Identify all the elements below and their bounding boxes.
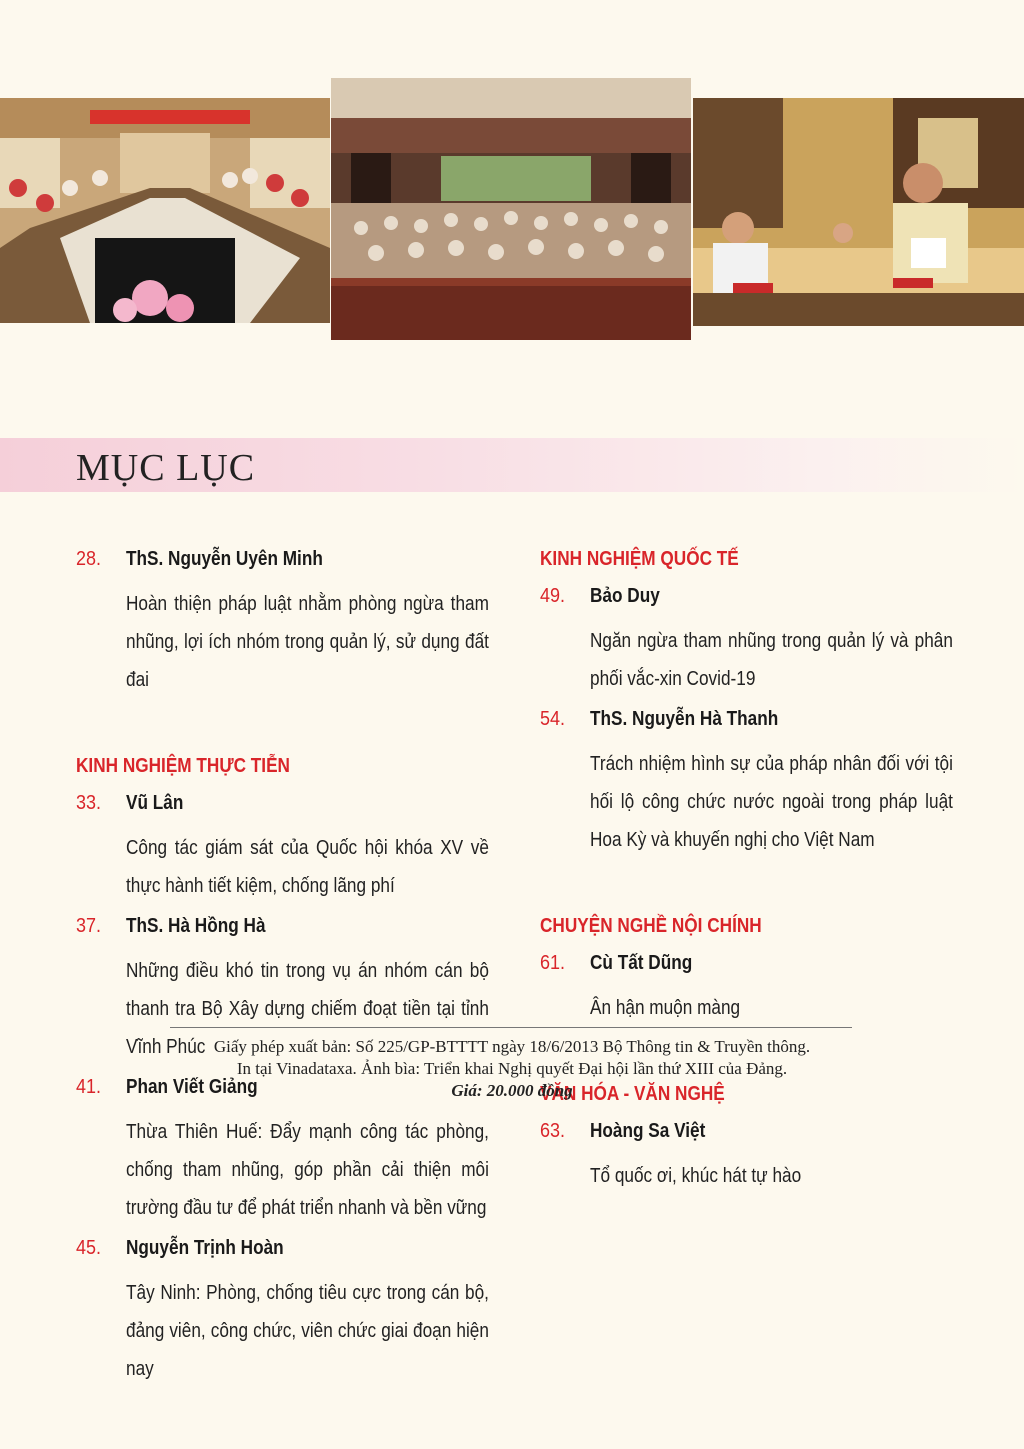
license-line: Giấy phép xuất bản: Số 225/GP-BTTTT ngày 18/6/2013 Bộ Thông tin & Truyền thông. — [213, 1037, 811, 1056]
article-title: Trách nhiệm hình sự của pháp nhân đối với tội hối lộ công chức nước ngoài trong pháp luật Hoa Kỳ và khuyến nghị cho Việt Nam — [590, 753, 953, 851]
section-heading: CHUYỆN NGHỀ NỘI CHÍNH — [540, 915, 762, 937]
article-title: Công tác giám sát của Quốc hội khóa XV về thực hành tiết kiệm, chống lãng phí — [126, 837, 489, 897]
page-number: 28. — [76, 548, 102, 570]
page-title: MỤC LỤC — [76, 447, 256, 489]
article-title: Những điều khó tin trong vụ án nhóm cán bộ thanh tra Bộ Xây dựng chiếm đoạt tiền tại tỉnh Vĩnh Phúc — [126, 960, 489, 1058]
author: ThS. Hà Hồng Hà — [126, 915, 266, 937]
page-number: 41. — [76, 1076, 102, 1098]
toc-entry[interactable] — [76, 1237, 488, 1388]
toc-entry[interactable] — [540, 1120, 950, 1195]
author: Hoàng Sa Việt — [590, 1120, 706, 1142]
article-title: Ngăn ngừa tham nhũng trong quản lý và phân phối vắc-xin Covid-19 — [590, 630, 953, 690]
section-heading: KINH NGHIỆM QUỐC TẾ — [540, 548, 739, 570]
print-info-line: In tại Vinadataxa. Ảnh bìa: Triển khai Nghị quyết Đại hội lần thứ XIII của Đảng. — [236, 1059, 788, 1078]
author: ThS. Nguyễn Uyên Minh — [126, 548, 323, 570]
page-number: 54. — [540, 708, 566, 730]
publication-footer — [0, 1036, 1024, 1102]
article-title: Hoàn thiện pháp luật nhằm phòng ngừa tham nhũng, lợi ích nhóm trong quản lý, sử dụng đất đai — [126, 593, 489, 691]
toc-entry[interactable] — [76, 548, 488, 699]
author: Phan Viết Giảng — [126, 1076, 258, 1098]
footer-divider — [170, 1027, 852, 1028]
article-title: Tây Ninh: Phòng, chống tiêu cực trong cán bộ, đảng viên, công chức, viên chức giai đoạn hiện nay — [126, 1282, 489, 1380]
speaker-photo — [693, 98, 1024, 326]
price: Giá: 20.000 đồng — [451, 1081, 573, 1100]
section-heading: VĂN HÓA - VĂN NGHỆ — [540, 1083, 725, 1105]
meeting-room-photo — [0, 98, 330, 323]
author: Vũ Lân — [126, 792, 184, 814]
toc-entry[interactable] — [540, 708, 953, 859]
toc-entry[interactable] — [540, 585, 953, 698]
section-heading: KINH NGHIỆM THỰC TIỄN — [76, 755, 290, 777]
author: Bảo Duy — [590, 585, 660, 607]
article-title: Tổ quốc ơi, khúc hát tự hào — [590, 1165, 802, 1187]
author: Nguyễn Trịnh Hoàn — [126, 1237, 284, 1259]
author: ThS. Nguyễn Hà Thanh — [590, 708, 779, 730]
author: Cù Tất Dũng — [590, 952, 693, 974]
article-title: Ân hận muộn màng — [590, 997, 741, 1019]
article-title: Thừa Thiên Huế: Đẩy mạnh công tác phòng, chống tham nhũng, góp phần cải thiện môi trường đầu tư để phát triển nhanh và bền vững — [126, 1121, 489, 1219]
toc-left-column — [76, 548, 488, 1388]
toc-entry[interactable] — [76, 792, 488, 905]
page-number: 49. — [540, 585, 566, 607]
page-number: 37. — [76, 915, 102, 937]
auditorium-photo — [331, 78, 691, 340]
toc-entry[interactable] — [540, 952, 950, 1027]
page-number: 33. — [76, 792, 102, 814]
page-number: 45. — [76, 1237, 102, 1259]
page-number: 61. — [540, 952, 566, 974]
page-number: 63. — [540, 1120, 566, 1142]
